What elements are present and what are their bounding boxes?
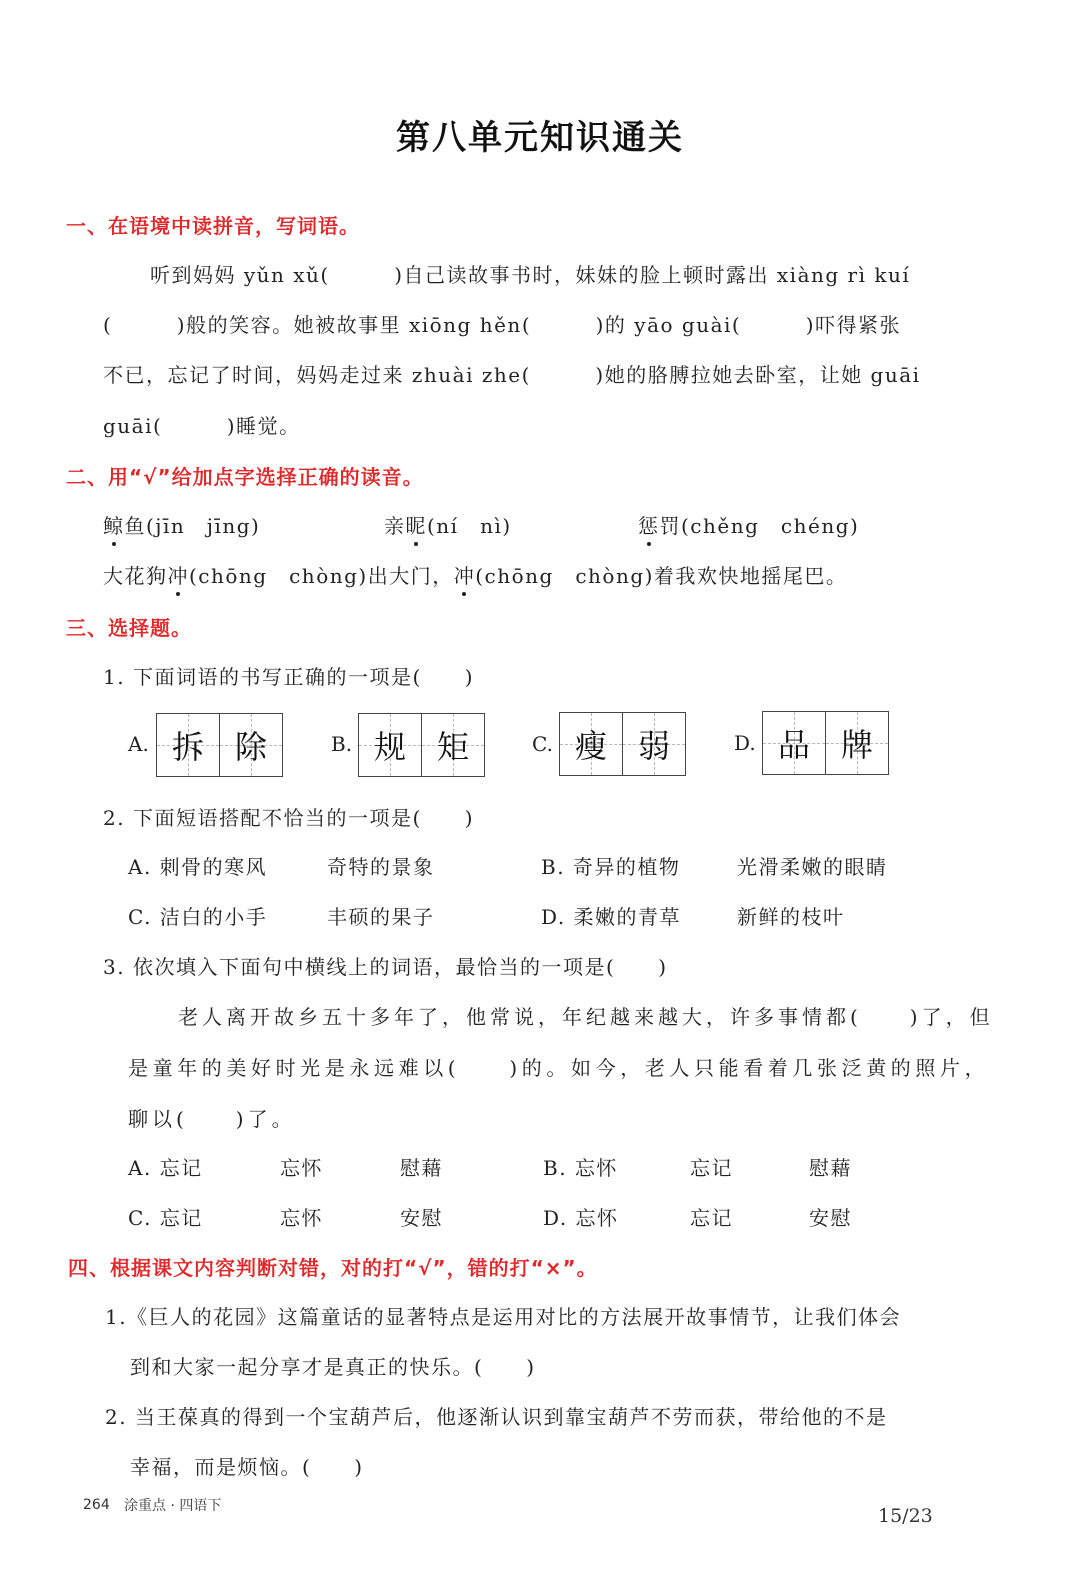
tian-cell: 牌 <box>825 712 888 774</box>
q1-option-d-grid <box>762 711 889 775</box>
s2-item-d-mid: (chōng chòng)出大门， <box>189 564 454 588</box>
footer-book-title: 涂重点 · 四语下 <box>124 1498 222 1514</box>
q2-opt-c2: 丰硕的果子 <box>327 905 435 929</box>
tian-cell: 拆 <box>157 714 219 776</box>
page-counter: 15/23 <box>878 1505 933 1527</box>
s4-q2-line-2: 幸福，而是烦恼。( ) <box>130 1455 364 1479</box>
s2-item-c <box>638 510 859 539</box>
footer-page-number: 264 <box>83 1497 110 1513</box>
s2-item-b-prefix: 亲 <box>384 514 406 538</box>
s2-item-d-prefix: 大花狗 <box>103 564 168 588</box>
dotted-char: 昵 <box>406 510 428 539</box>
q3-opt-d-w3: 安慰 <box>809 1206 852 1230</box>
s2-item-d <box>103 560 847 589</box>
s2-item-a-text: 鱼(jīn jīng) <box>124 514 261 538</box>
dotted-char: 惩 <box>638 510 660 539</box>
q3-opt-a: A. 忘记 <box>128 1156 203 1180</box>
tian-cell: 弱 <box>622 713 685 775</box>
q3-stem: 3. 依次填入下面句中横线上的词语，最恰当的一项是( ) <box>103 955 668 979</box>
q3-opt-a-w2: 忘怀 <box>280 1156 323 1180</box>
tian-cell: 品 <box>763 712 825 774</box>
s2-item-b-text: (ní nì) <box>427 514 512 538</box>
section-3-heading: 三、选择题。 <box>66 616 192 640</box>
section-1-heading: 一、在语境中读拼音，写词语。 <box>66 214 360 238</box>
tian-cell: 除 <box>219 714 282 776</box>
q1-option-c-label: C. <box>532 732 553 756</box>
dotted-char: 冲 <box>454 560 476 589</box>
q3-passage-1: 老人离开故乡五十多年了，他常说，年纪越来越大，许多事情都( )了，但 <box>178 1005 994 1029</box>
q2-opt-b1: B. 奇异的植物 <box>541 855 681 879</box>
s2-item-c-text: 罚(chěng chéng) <box>659 514 860 538</box>
q3-opt-b: B. 忘怀 <box>543 1156 618 1180</box>
tian-cell: 瘦 <box>560 713 622 775</box>
section-2-heading: 二、用“√”给加点字选择正确的读音。 <box>66 465 424 489</box>
q1-option-b-grid <box>358 713 485 777</box>
s2-item-b <box>384 510 512 539</box>
q1-option-a-label: A. <box>128 732 149 756</box>
dotted-char: 鲸 <box>103 510 125 539</box>
q2-opt-a1: A. 刺骨的寒风 <box>128 855 268 879</box>
q3-opt-a-w3: 慰藉 <box>400 1156 443 1180</box>
s4-q1-line-2: 到和大家一起分享才是真正的快乐。( ) <box>130 1355 536 1379</box>
section-4-heading: 四、根据课文内容判断对错，对的打“√”，错的打“×”。 <box>68 1256 598 1280</box>
q2-stem: 2. 下面短语搭配不恰当的一项是( ) <box>103 806 475 830</box>
dotted-char: 冲 <box>168 560 190 589</box>
q3-opt-c-w3: 安慰 <box>400 1206 443 1230</box>
page-title: 第八单元知识通关 <box>396 118 684 158</box>
q2-opt-b2: 光滑柔嫩的眼睛 <box>737 855 888 879</box>
q3-opt-c-w2: 忘怀 <box>280 1206 323 1230</box>
q1-option-d-label: D. <box>734 731 756 755</box>
q3-passage-3: 聊以( )了。 <box>128 1107 296 1131</box>
s1-line-4: guāi( )睡觉。 <box>103 414 301 438</box>
q3-opt-d-w2: 忘记 <box>690 1206 733 1230</box>
q3-opt-b-w3: 慰藉 <box>809 1156 852 1180</box>
q1-option-b-label: B. <box>331 732 353 756</box>
s1-line-2: ( )般的笑容。她被故事里 xiōng hěn( )的 yāo guài( )吓得紧张 <box>103 313 902 337</box>
q2-opt-d1: D. 柔嫩的青草 <box>541 905 682 929</box>
s1-line-3: 不已，忘记了时间，妈妈走过来 zhuài zhe( )她的胳膊拉她去卧室，让她 guāi <box>103 363 921 387</box>
q1-option-a-grid <box>156 713 283 777</box>
q3-opt-c: C. 忘记 <box>128 1206 203 1230</box>
tian-cell: 矩 <box>421 714 484 776</box>
s4-q1-line-1: 1.《巨人的花园》这篇童话的显著特点是运用对比的方法展开故事情节，让我们体会 <box>105 1305 902 1329</box>
q2-opt-c1: C. 洁白的小手 <box>128 905 268 929</box>
q3-passage-2: 是童年的美好时光是永远难以( )的。如今，老人只能看着几张泛黄的照片， <box>128 1056 990 1080</box>
q1-option-c-grid <box>559 712 686 776</box>
q2-opt-d2: 新鲜的枝叶 <box>737 905 845 929</box>
q3-opt-b-w2: 忘记 <box>690 1156 733 1180</box>
tian-cell: 规 <box>359 714 421 776</box>
q3-opt-d: D. 忘怀 <box>543 1206 619 1230</box>
s4-q2-line-1: 2. 当王葆真的得到一个宝葫芦后，他逐渐认识到靠宝葫芦不劳而获，带给他的不是 <box>105 1405 888 1429</box>
q1-stem: 1. 下面词语的书写正确的一项是( ) <box>103 665 475 689</box>
s2-item-d-text: (chōng chòng)着我欢快地摇尾巴。 <box>475 564 848 588</box>
s1-line-1: 听到妈妈 yǔn xǔ( )自己读故事书时，妹妹的脸上顿时露出 xiàng rì kuí <box>150 263 911 287</box>
s2-item-a <box>103 510 260 539</box>
q2-opt-a2: 奇特的景象 <box>327 855 435 879</box>
